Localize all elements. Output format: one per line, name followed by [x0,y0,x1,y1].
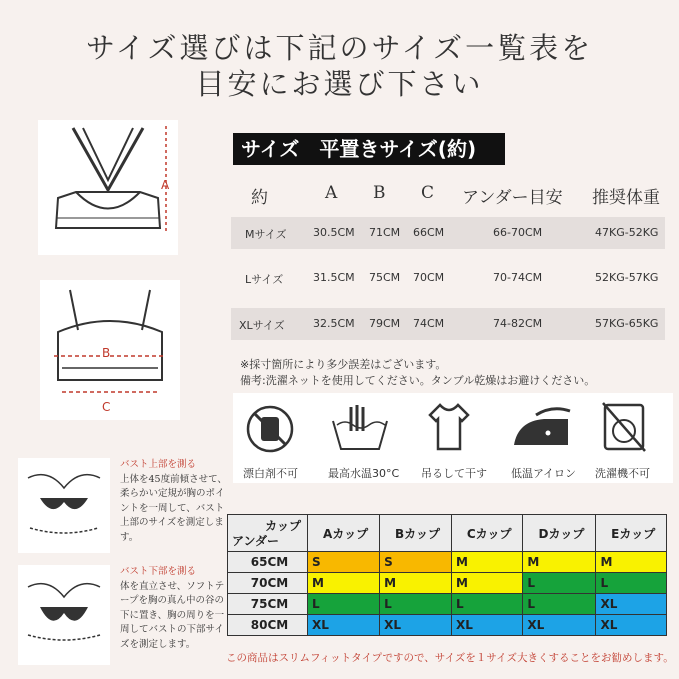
label-b: B [102,346,111,360]
no-bleach-icon [245,401,295,457]
size-a: 32.5CM [313,317,355,330]
col-a: A [325,183,338,203]
cup-cell: L [380,594,452,615]
col-c: C [421,183,435,203]
size-c: 66CM [413,226,445,239]
cup-cell: S [308,552,380,573]
cup-a: Aカップ [308,515,380,552]
col-yaku: 約 [251,188,268,208]
under-80: 80CM [228,615,308,636]
cup-cell: M [451,552,522,573]
page-title-line1: サイズ選びは下記のサイズ一覧表を [85,31,594,65]
cup-cell: L [451,594,522,615]
cup-cell: XL [451,615,522,636]
bra-front-diagram [40,280,180,420]
cup-row-75 [228,594,667,615]
col-b: B [373,183,386,203]
cup-cell: S [380,552,452,573]
size-b: 71CM [369,226,401,239]
care-label-wash: 最高水温30°C [328,467,400,480]
low-iron-icon [508,401,578,457]
cup-cell: M [380,573,452,594]
cup-b: Bカップ [380,515,452,552]
corner-under: アンダー [232,534,280,548]
corner-cup: カップ [265,519,301,533]
size-label: Mサイズ [245,228,287,241]
cup-cell: M [596,552,667,573]
measure-lower-body: 体を直立させ、ソフトテープを胸の真ん中の谷の下に置き、胸の周りを一周してバストの下部サイズを測定します。 [120,580,225,650]
size-weight: 57KG-65KG [595,317,659,330]
footer-note: この商品はスリムフィットタイプですので、サイズを１サイズ大きくすることをお勧めします。 [226,652,674,664]
measure-upper-body: 上体を45度前傾させて、柔らかい定規が胸のポイントを一周して、バスト上部のサイズを測定します。 [120,473,227,543]
wash-30-icon [329,401,393,457]
cup-cell: L [523,573,596,594]
size-b: 79CM [369,317,401,330]
cup-cell: XL [523,615,596,636]
cup-cell: M [308,573,380,594]
cup-cell: XL [596,594,667,615]
measure-upper-figure [18,458,110,553]
cup-header-row [228,515,667,552]
measure-upper-text [120,458,230,545]
cup-d: Dカップ [523,515,596,552]
size-under: 66-70CM [493,226,543,239]
cup-row-80 [228,615,667,636]
cup-cell: XL [380,615,452,636]
size-table-header: サイズ 平置きサイズ(約) [233,133,505,165]
cup-cell: L [523,594,596,615]
cup-row-70 [228,573,667,594]
note-measurement: ※採寸箇所により多少誤差はございます。 [240,358,447,371]
size-row-xl [231,308,665,340]
care-label-machine: 洗濯機不可 [595,467,650,480]
measure-upper-title: バスト上部を測る [120,459,197,470]
cup-cell: M [523,552,596,573]
care-label-hang: 吊るして干す [421,467,487,480]
cup-cell: L [308,594,380,615]
measure-lower-text [120,565,230,652]
upper-bust-drawing [18,458,110,553]
measure-lower-figure [18,565,110,665]
col-weight: 推奨体重 [592,188,660,208]
cup-corner [228,515,308,552]
under-65: 65CM [228,552,308,573]
cup-size-table [227,514,667,636]
hang-dry-icon [426,401,472,457]
size-row-m [231,217,665,249]
cup-cell: XL [596,615,667,636]
size-weight: 47KG-52KG [595,226,659,239]
under-70: 70CM [228,573,308,594]
note-care: 備考:洗濯ネットを使用してください。タンブル乾燥はお避けください。 [240,374,596,387]
size-c: 70CM [413,271,445,284]
size-c: 74CM [413,317,445,330]
lower-bust-drawing [18,565,110,665]
cup-c: Cカップ [451,515,522,552]
care-label-bleach: 漂白剤不可 [243,467,298,480]
size-a: 30.5CM [313,226,355,239]
size-b: 75CM [369,271,401,284]
under-75: 75CM [228,594,308,615]
page-title-line2: 目安にお選び下さい [195,67,484,101]
size-under: 74-82CM [493,317,543,330]
care-icons-panel [233,393,673,483]
bra-back-drawing [38,120,178,255]
cup-cell: M [451,573,522,594]
cup-cell: L [596,573,667,594]
size-under: 70-74CM [493,271,543,284]
col-under: アンダー目安 [462,188,563,208]
size-a: 31.5CM [313,271,355,284]
size-label: Lサイズ [245,273,284,286]
label-a: A [161,178,170,192]
measure-lower-title: バスト下部を測る [120,566,197,577]
size-weight: 52KG-57KG [595,271,659,284]
care-label-iron: 低温アイロン [511,467,577,480]
bra-back-diagram [38,120,178,255]
size-label: XLサイズ [239,319,285,332]
size-row-l [231,262,665,294]
no-machine-wash-icon [599,401,649,457]
cup-row-65 [228,552,667,573]
cup-e: Eカップ [596,515,667,552]
label-c: C [102,400,111,414]
cup-cell: XL [308,615,380,636]
